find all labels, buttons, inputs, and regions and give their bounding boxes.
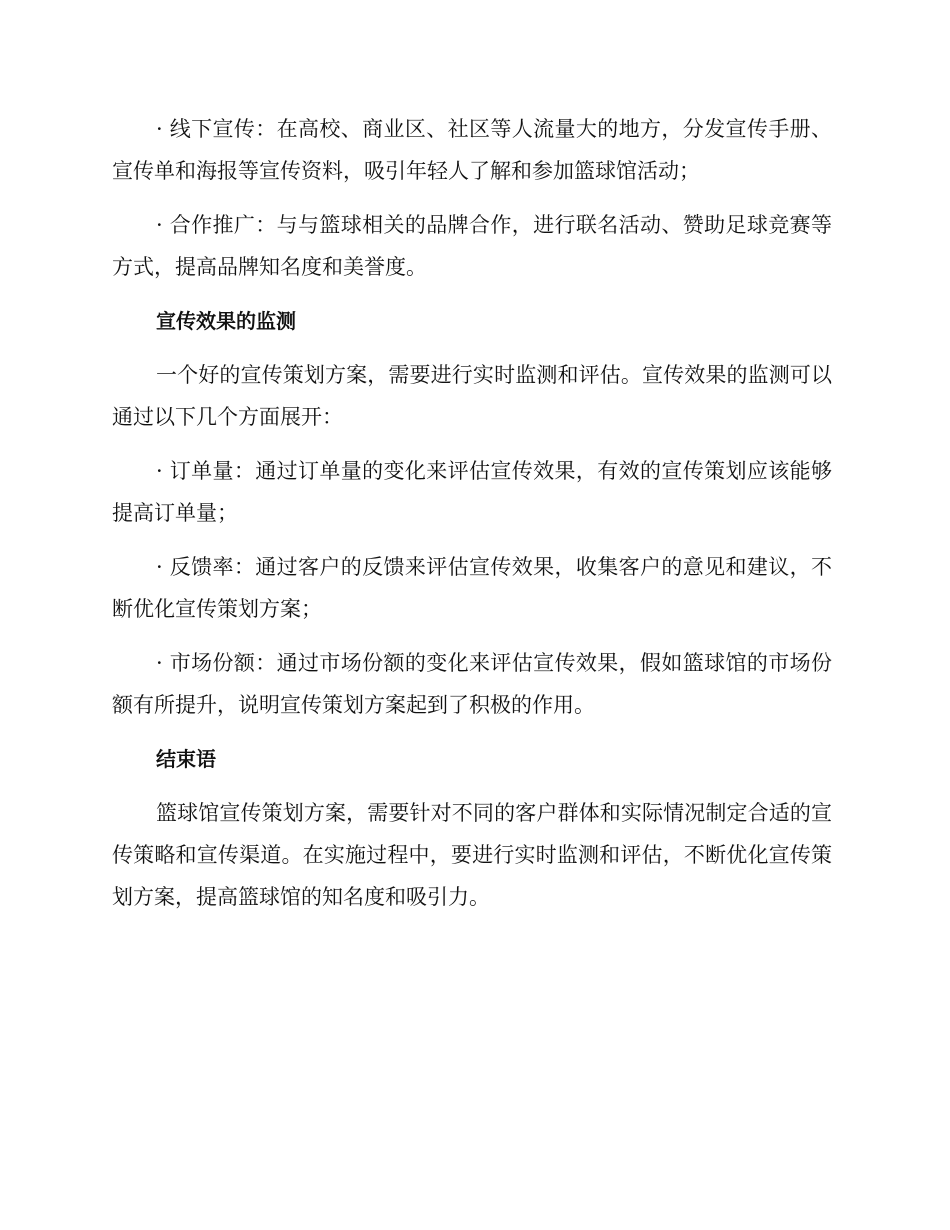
- bullet-feedback-rate: · 反馈率：通过客户的反馈来评估宣传效果，收集客户的意见和建议，不断优化宣传策划方案；: [112, 555, 832, 621]
- paragraph-conclusion: 篮球馆宣传策划方案，需要针对不同的客户群体和实际情况制定合适的宣传策略和宣传渠道。在实施过程中，要进行实时监测和评估，不断优化宣传策划方案，提高篮球馆的知名度和吸引力。: [112, 801, 832, 909]
- section-heading-monitoring: 宣传效果的监测: [156, 309, 296, 333]
- document-body: [112, 108, 832, 930]
- bullet-market-share: · 市场份额：通过市场份额的变化来评估宣传效果，假如篮球馆的市场份额有所提升，说明宣传策划方案起到了积极的作用。: [112, 651, 832, 717]
- paragraph-monitoring-intro: 一个好的宣传策划方案，需要进行实时监测和评估。宣传效果的监测可以通过以下几个方面展开：: [112, 363, 832, 429]
- section-heading-conclusion: 结束语: [156, 747, 216, 771]
- bullet-offline-promotion: · 线下宣传：在高校、商业区、社区等人流量大的地方，分发宣传手册、宣传单和海报等宣传资料，吸引年轻人了解和参加篮球馆活动；: [112, 117, 832, 183]
- bullet-order-volume: · 订单量：通过订单量的变化来评估宣传效果，有效的宣传策划应该能够提高订单量；: [112, 459, 832, 525]
- bullet-cooperation-promotion: · 合作推广：与与篮球相关的品牌合作，进行联名活动、赞助足球竞赛等方式，提高品牌知名度和美誉度。: [112, 213, 832, 279]
